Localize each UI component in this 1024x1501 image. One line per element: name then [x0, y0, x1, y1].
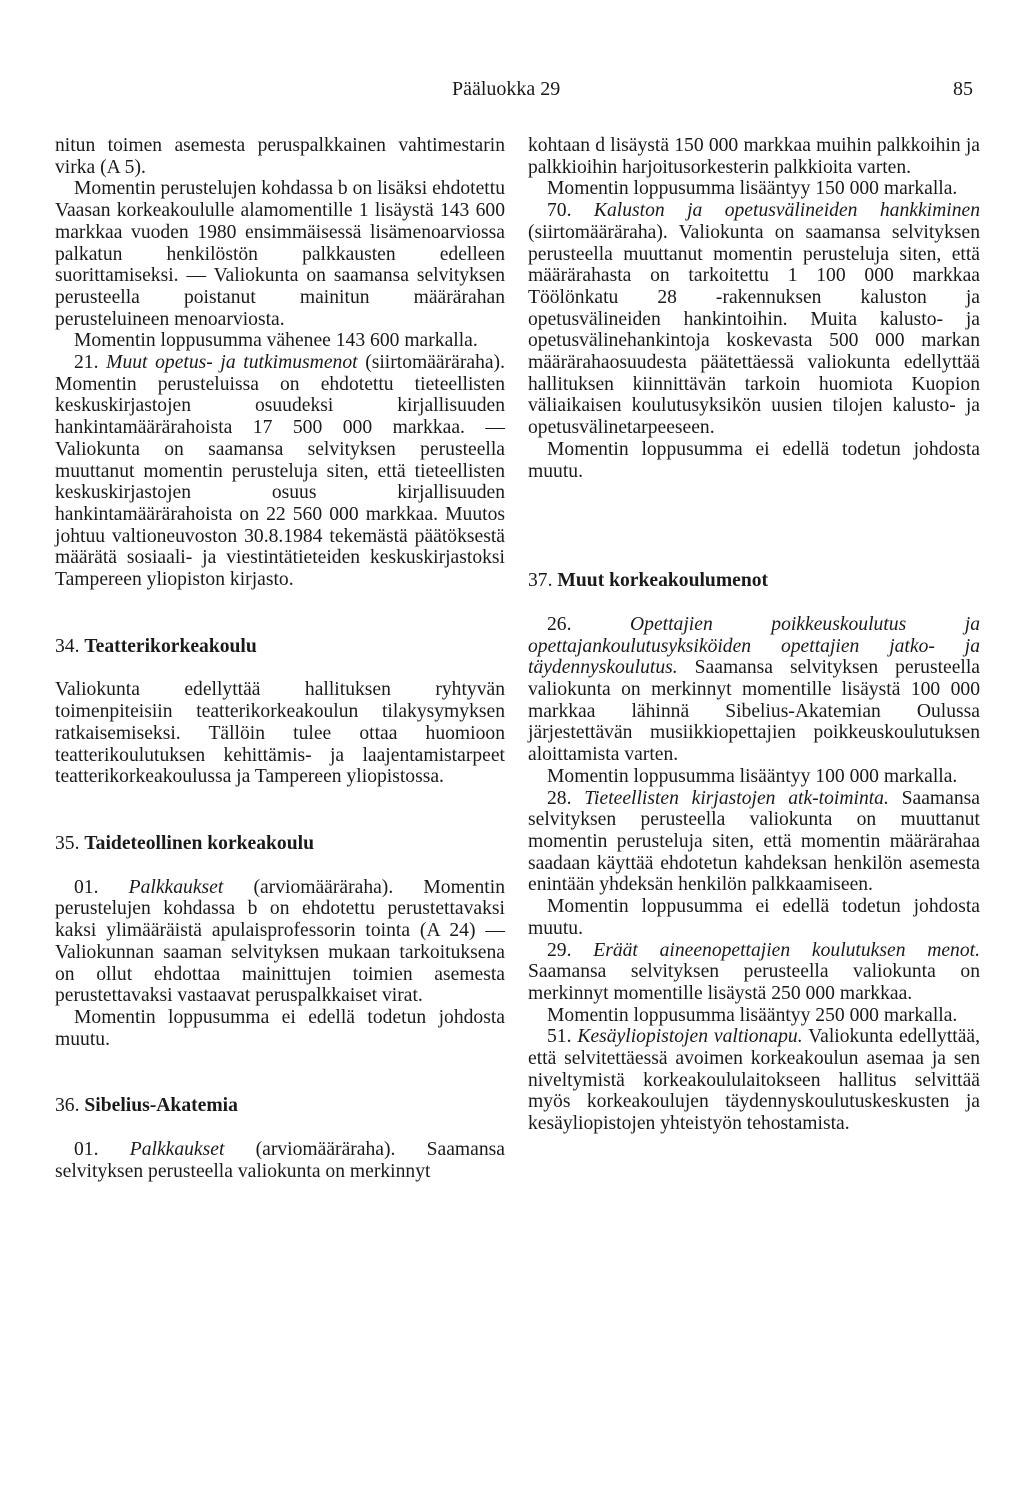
item-number: 01. [74, 876, 99, 898]
page-number: 85 [953, 78, 973, 100]
paragraph: Momentin loppusumma ei edellä todetun johdosta muutu. [528, 896, 980, 939]
paragraph: Momentin loppusumma vähenee 143 600 markalla. [74, 330, 478, 352]
paragraph: Momentin perustelujen kohdassa b on lisäksi ehdotettu Vaasan korkeakoululle alamomentille 1 lisäystä 143 600 markkaa vuoden 1980 ensimmäisessä lisämenoarviossa palkatun henkilöstön palkkausten edelleen suorittamiseksi. — Valiokunta on saamansa selvityksen perusteella poistanut mainitun määrärahan perusteluineen menoarviosta. [55, 178, 505, 330]
item-text: Valiokunta edellyttää, että selvitettäessä avoimen korkeakoulun asemaa ja sen niveltymistä korkeakoululaitokseen hallitus selvittää myös korkeakoulujen täydennyskoulutuskeskusten ja kesäyliopistojen yhteistyön tehostamista. [528, 1026, 981, 1135]
section-heading [55, 636, 505, 658]
item-text: Saamansa selvityksen perusteella valiokunta on merkinnyt momentille lisäystä 250 000 markkaa. [528, 961, 980, 1004]
page-header [0, 78, 1024, 108]
item-number: 51. [547, 1026, 572, 1048]
left-column [55, 135, 505, 1182]
item-text: (siirtomääräraha). Momentin perusteluissa on ehdotettu tieteellisten keskuskirjastojen osuudeksi kirjallisuuden hankintamäärärahoista 17 500 000 markkaa. — Valiokunta on saamansa selvityksen perusteella muuttanut momentin perusteluja siten, että tieteellisten keskuskirjastojen osuus kirjallisuuden hankintamäärärahoista on 22 560 000 markkaa. Muutos johtuu valtioneuvoston 30.8.1984 tekemästä päätöksestä määrätä sosiaali- ja viestintätieteiden keskuskirjastoksi Tampereen yliopiston kirjasto. [55, 352, 505, 591]
item-text: Saamansa selvityksen perusteella valiokunta on merkinnyt momentille lisäystä 100 000 markkaa lähinnä Sibelius-Akatemian Oulussa järjestettävän musiikkiopettajien poikkeuskoulutuksen aloittamista varten. [528, 657, 981, 766]
section-number: 37. [528, 570, 553, 592]
paragraph: kohtaan d lisäystä 150 000 markkaa muihin palkkoihin ja palkkioihin harjoitusorkesterin palkkioita varten. [528, 135, 980, 178]
section-title: Muut korkeakoulumenot [557, 570, 769, 592]
section-title: Taideteollinen korkeakoulu [84, 832, 314, 854]
paragraph [528, 940, 980, 1005]
paragraph: Momentin loppusumma ei edellä todetun johdosta muutu. [528, 438, 980, 482]
item-text: (arviomääräraha). Momentin perustelujen kohdassa b on ehdotettu perustettavaksi kaksi ylimääräistä apulaisprofessorin tointa (A 24) — Valiokunnan saaman selvityksen mukaan tarkoituksena on ollut ehdottaa mainittujen toimien asemesta perustettavaksi vastaavat peruspalkkaiset virat. [55, 876, 505, 1007]
section-number: 36. [55, 1095, 80, 1117]
section-heading [528, 570, 980, 592]
paragraph: nitun toimen asemesta peruspalkkainen vahtimestarin virka (A 5). [55, 135, 505, 178]
section-heading [55, 833, 505, 855]
item-title: Eräät aineenopettajien koulutuksen menot. [593, 939, 980, 961]
right-column [528, 135, 980, 1135]
item-text: Saamansa selvityksen perusteella valiokunta on muuttanut momentin perusteluja siten, että momentin määrärahaa saadaan käyttää ehdotetun kahdeksan henkilön asemesta enintään yhdeksän henkilön palkkaamiseen. [528, 787, 980, 896]
paragraph: Momentin loppusumma lisääntyy 250 000 markalla. [547, 1004, 958, 1026]
paragraph [55, 1139, 505, 1182]
section-title: Sibelius-Akatemia [84, 1095, 238, 1117]
section-heading [55, 1095, 505, 1117]
item-number: 26. [547, 613, 572, 635]
paragraph: Momentin loppusumma lisääntyy 150 000 markalla. [547, 178, 958, 200]
item-number: 29. [547, 939, 572, 961]
paragraph [528, 788, 980, 897]
item-title: Muut opetus- ja tutkimusmenot [106, 352, 358, 374]
item-number: 21. [74, 352, 99, 374]
paragraph: Momentin loppusumma lisääntyy 100 000 markalla. [547, 765, 958, 787]
running-title: Pääluokka 29 [452, 78, 561, 100]
item-text: (arviomääräraha). Saamansa selvityksen perusteella valiokunta on merkinnyt [55, 1139, 505, 1182]
paragraph [528, 1026, 980, 1135]
paragraph [55, 877, 505, 1007]
paragraph [55, 352, 505, 591]
item-title: Kesäyliopistojen valtionapu. [577, 1026, 803, 1048]
item-number: 01. [74, 1139, 99, 1161]
paragraph [528, 200, 980, 439]
section-number: 35. [55, 832, 80, 854]
paragraph [528, 614, 980, 766]
item-title: Palkkaukset [129, 1139, 225, 1161]
item-title: Kaluston ja opetusvälineiden hankkiminen [593, 200, 980, 222]
item-text: (siirtomääräraha). Valiokunta on saamansa selvityksen perusteella muuttanut momentin perusteluja siten, että määrärahasta on tarkoitettu 1 100 000 markkaa Töölönkatu 28 -rakennuksen kaluston ja opetusvälineiden hankintoihin. Muita kalusto- ja opetusvälinehankintoja koskevasta 500 000 markan määrärahaosuudesta päätettäessä valiokunta edellyttää hallituksen kiinnittävän tarkoin huomiota Kuopion väliaikaisen koulutusyksikön uusien tilojen kalusto- ja opetusvälinetarpeeseen. [528, 221, 980, 439]
item-title: Tieteellisten kirjastojen atk-toiminta. [584, 787, 889, 809]
item-title: Opettajien poikkeuskoulutus ja opettajankoulutusyksiköiden opettajien jatko- ja täydennyskoulutus. [528, 613, 980, 679]
paragraph: Momentin loppusumma ei edellä todetun johdosta muutu. [55, 1006, 505, 1050]
item-number: 70. [547, 200, 572, 222]
item-title: Palkkaukset [128, 876, 224, 898]
item-number: 28. [547, 787, 572, 809]
paragraph: Valiokunta edellyttää hallituksen ryhtyvän toimenpiteisiin teatterikorkeakoulun tilakysymyksen ratkaisemiseksi. Tällöin tulee ottaa huomioon teatterikoulutuksen kehittämis- ja laajentamistarpeet teatterikorkeakoulussa ja Tampereen yliopistossa. [55, 679, 505, 788]
section-title: Teatterikorkeakoulu [84, 635, 257, 657]
section-number: 34. [55, 635, 80, 657]
